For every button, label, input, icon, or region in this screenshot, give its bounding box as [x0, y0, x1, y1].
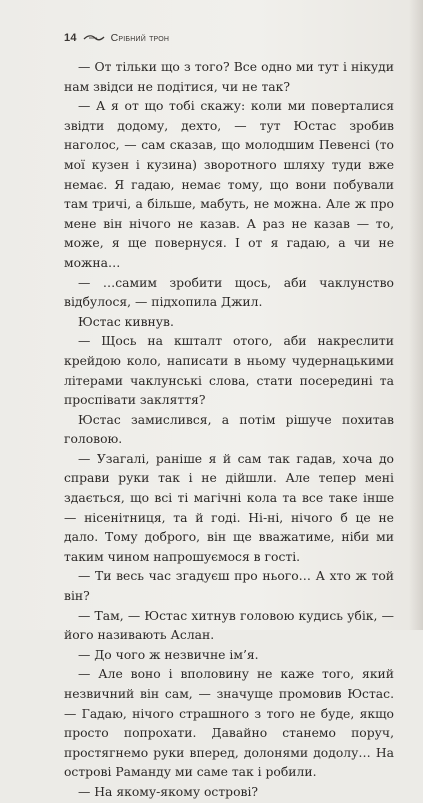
- page-number: 14: [64, 32, 77, 44]
- paragraph: — …самим зробити щось, аби чаклунство відбулося, — підхопила Джил.: [64, 275, 394, 310]
- page-gutter-shadow: [409, 0, 423, 630]
- paragraph: — Але воно і вполовину не каже того, який незвичний він сам, — значуще промовив Юстас. — Гадаю, нічого страшного з того не буде, якщо просто попрохати. Давайно станемо поруч, простягнемо руки вперед, долонями додолу… На острові Раманду ми саме так і робили.: [64, 667, 394, 780]
- swash-ornament-icon: [83, 34, 105, 42]
- paragraph: — Ти весь час згадуєш про нього… А хто ж той він?: [64, 569, 394, 604]
- paragraph: — Узагалі, раніше я й сам так гадав, хоча до справи руки так і не дійшли. Але тепер мені здається, що всі ті магічні кола та все таке інше — нісенітниця, та й годі. Ні-ні, нічого б це не дало. Тому доброго, він ще вважатиме, ніби ми таким чином напрошуємося в гості.: [64, 451, 394, 564]
- running-title: Срібний трон: [110, 32, 170, 44]
- paragraph: — На якому-якому острові?: [78, 784, 259, 799]
- running-head: [64, 30, 169, 46]
- paragraph: — А я от що тобі скажу: коли ми поверталися звідти додому, дехто, — тут Юстас зробив наголос, — сам сказав, що молодшим Певенсі (то мої кузен і кузина) зворотного шляху туди вже немає. Я гадаю, немає тому, що вони побували там тричі, а більше, мабуть, не можна. Але ж про мене він нічого не казав. А раз не казав — то, може, я ще повернуся. І от я гадаю, а чи не можна…: [64, 99, 394, 270]
- paragraph: — От тільки що з того? Все одно ми тут і нікуди нам звідси не подітися, чи не так?: [64, 60, 394, 94]
- body-text: [64, 58, 394, 803]
- paragraph: Юстас кивнув.: [78, 314, 174, 329]
- paragraph: Юстас замислився, а потім рішуче похитав головою.: [64, 412, 394, 447]
- paragraph: — Там, — Юстас хитнув головою кудись убік, — його називають Аслан.: [64, 608, 394, 643]
- paragraph: — До чого ж незвичне ім’я.: [78, 647, 259, 662]
- paragraph: — Щось на кшталт отого, аби накреслити крейдою коло, написати в ньому чудернацькими літерами чаклунські слова, стати посередині та проспівати закляття?: [64, 334, 394, 408]
